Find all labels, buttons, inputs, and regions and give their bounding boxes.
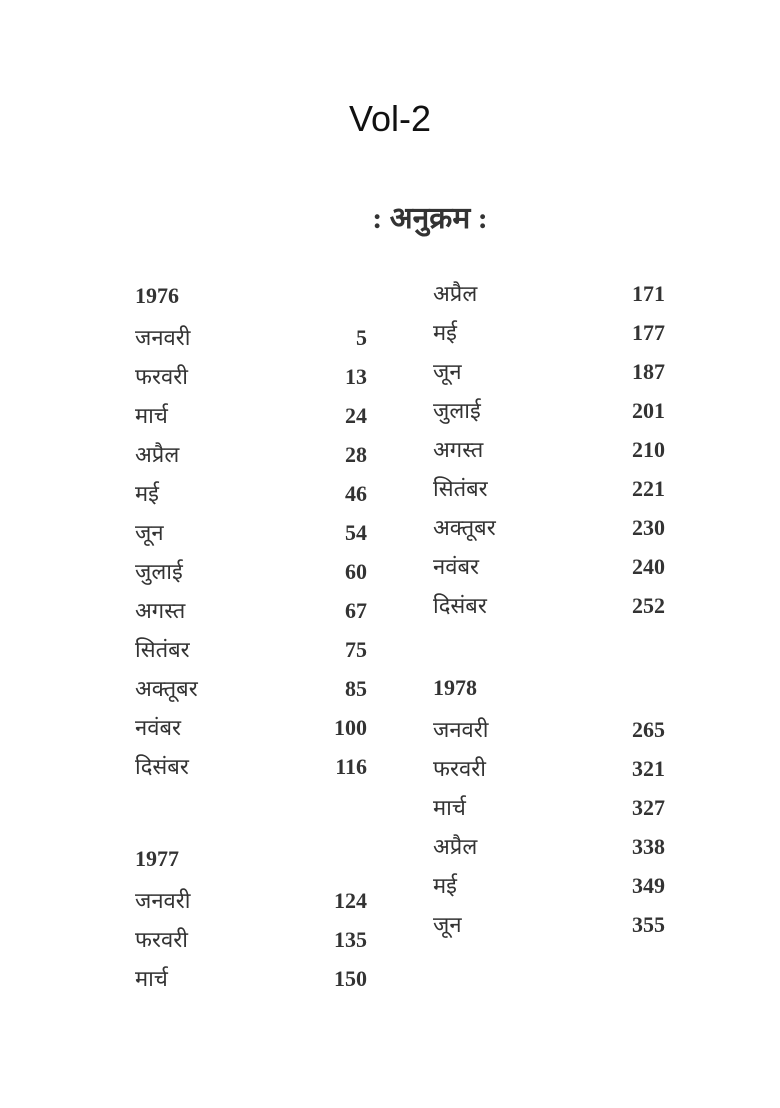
- page-number: 338: [632, 834, 665, 859]
- toc-entry: [433, 788, 665, 827]
- month-label: मार्च: [135, 966, 168, 991]
- toc-entry: [135, 708, 367, 747]
- page-number: 124: [334, 888, 367, 913]
- month-label: जनवरी: [135, 888, 191, 913]
- year-heading: 1977: [135, 846, 179, 871]
- month-label: नवंबर: [135, 715, 182, 740]
- page-number: 321: [632, 756, 665, 781]
- toc-entry: [135, 474, 367, 513]
- month-label: मार्च: [433, 795, 466, 820]
- page-number: 54: [345, 520, 367, 545]
- page-number: 24: [345, 403, 367, 428]
- toc-entry: [135, 881, 367, 920]
- month-label: मई: [135, 481, 159, 506]
- toc-entry: [433, 866, 665, 905]
- month-label: जुलाई: [135, 559, 183, 584]
- page-number: 116: [335, 754, 367, 779]
- toc-entry: [433, 274, 665, 313]
- page-number: 210: [632, 437, 665, 462]
- toc-entry: [135, 959, 367, 998]
- month-label: सितंबर: [433, 476, 488, 501]
- month-label: अगस्त: [433, 437, 484, 462]
- page-number: 355: [632, 912, 665, 937]
- page-number: 46: [345, 481, 367, 506]
- month-label: मई: [433, 320, 457, 345]
- month-label: अप्रैल: [433, 834, 478, 859]
- month-label: जनवरी: [433, 717, 489, 742]
- month-label: नवंबर: [433, 554, 480, 579]
- page-number: 221: [632, 476, 665, 501]
- month-label: अक्तूबर: [433, 515, 496, 540]
- contents-heading: : अनुक्रम :: [372, 202, 488, 235]
- month-label: अगस्त: [135, 598, 186, 623]
- year-heading: 1978: [433, 675, 477, 700]
- month-label: मार्च: [135, 403, 168, 428]
- month-label: फरवरी: [135, 927, 188, 952]
- year-section: [433, 670, 665, 944]
- page-number: 230: [632, 515, 665, 540]
- month-label: अप्रैल: [135, 442, 180, 467]
- month-label: अप्रैल: [433, 281, 478, 306]
- toc-entry: [135, 747, 367, 786]
- month-label: दिसंबर: [135, 754, 189, 779]
- toc-entry: [135, 435, 367, 474]
- month-label: सितंबर: [135, 637, 190, 662]
- toc-entry: [135, 513, 367, 552]
- month-label: फरवरी: [135, 364, 188, 389]
- month-label: अक्तूबर: [135, 676, 198, 701]
- year-section: [135, 278, 367, 786]
- toc-entry: [433, 430, 665, 469]
- month-label: जनवरी: [135, 325, 191, 350]
- toc-entry: [433, 586, 665, 625]
- page-number: 85: [345, 676, 367, 701]
- toc-entry: [135, 920, 367, 959]
- toc-entry: [433, 749, 665, 788]
- toc-entry: [433, 710, 665, 749]
- toc-entry: [135, 396, 367, 435]
- page-number: 265: [632, 717, 665, 742]
- page-number: 100: [334, 715, 367, 740]
- month-label: दिसंबर: [433, 593, 487, 618]
- year-section: [135, 841, 367, 998]
- toc-entry: [433, 547, 665, 586]
- page-number: 327: [632, 795, 665, 820]
- toc-entry: [433, 391, 665, 430]
- toc-entry: [433, 827, 665, 866]
- toc-entry: [135, 552, 367, 591]
- toc-entry: [135, 630, 367, 669]
- page-number: 135: [334, 927, 367, 952]
- toc-entry: [433, 352, 665, 391]
- page-number: 67: [345, 598, 367, 623]
- page-number: 60: [345, 559, 367, 584]
- page-number: 177: [632, 320, 665, 345]
- page-number: 171: [632, 281, 665, 306]
- year-heading: 1976: [135, 283, 179, 308]
- toc-entry: [433, 469, 665, 508]
- month-label: मई: [433, 873, 457, 898]
- page-number: 240: [632, 554, 665, 579]
- month-label: जून: [135, 520, 164, 545]
- page-number: 5: [356, 325, 367, 350]
- page-number: 150: [334, 966, 367, 991]
- toc-entry: [433, 313, 665, 352]
- month-label: जून: [433, 359, 462, 384]
- contents-column-left: [135, 278, 367, 998]
- month-label: जून: [433, 912, 462, 937]
- contents-column-right: [433, 274, 665, 944]
- toc-entry: [135, 669, 367, 708]
- page-number: 28: [345, 442, 367, 467]
- page-number: 75: [345, 637, 367, 662]
- page-number: 187: [632, 359, 665, 384]
- toc-entry: [433, 905, 665, 944]
- toc-entry: [135, 318, 367, 357]
- page-number: 349: [632, 873, 665, 898]
- toc-entry: [135, 357, 367, 396]
- page-number: 201: [632, 398, 665, 423]
- month-label: जुलाई: [433, 398, 481, 423]
- page-number: 252: [632, 593, 665, 618]
- toc-entry: [135, 591, 367, 630]
- toc-entry: [433, 508, 665, 547]
- volume-title: Vol-2: [348, 98, 432, 139]
- page-number: 13: [345, 364, 367, 389]
- year-section: [433, 274, 665, 625]
- month-label: फरवरी: [433, 756, 486, 781]
